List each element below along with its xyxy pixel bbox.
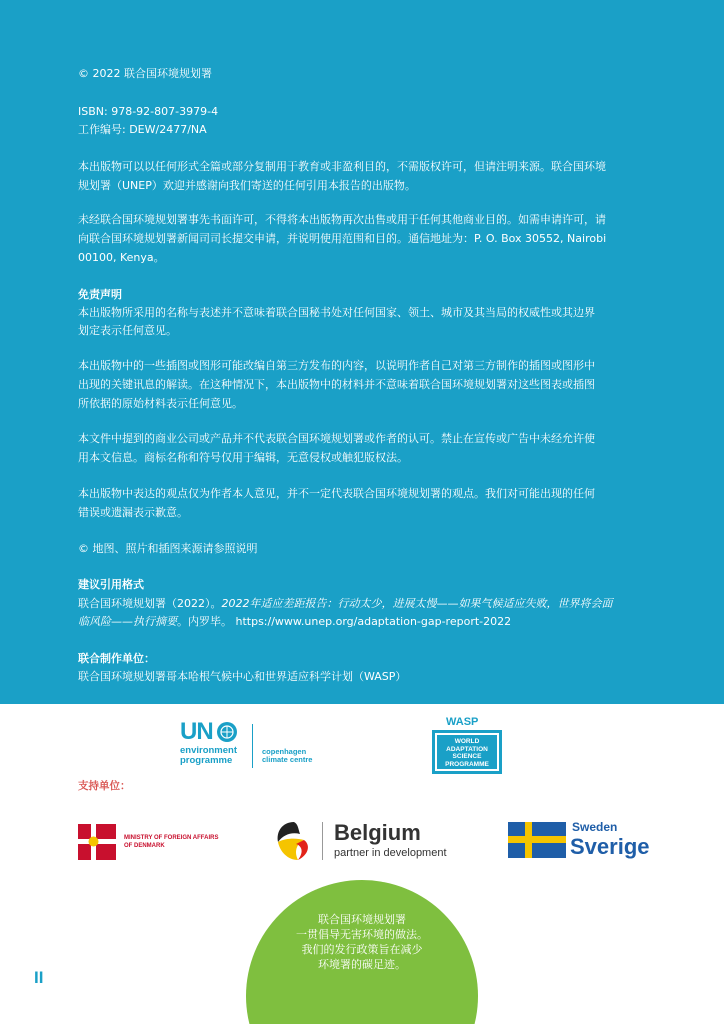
unep-logo-text: UN [180, 718, 213, 745]
citation-line [78, 594, 653, 613]
disclaimer3-line: 本文件中提到的商业公司或产品并不代表联合国环境规划署或作者的认可。禁止在宣传或广告中未经允许使 [78, 432, 595, 445]
disclaimer2-line: 出现的关键讯息的解读。在这种情况下，本出版物中的材料并不意味着联合国环境规划署对这些图表或插图 [78, 378, 595, 391]
swedish-flag-icon [508, 822, 566, 858]
belgium-logo-title: Belgium [334, 820, 421, 845]
message-line: 联合国环境规划署 [318, 913, 406, 926]
disclaimer-heading: 免责声明 [78, 288, 122, 301]
coproduction-text: 联合国环境规划署哥本哈根气候中心和世界适应科学计划（WASP） [78, 670, 407, 683]
citation-title-cont: 临风险——执行摘要 [78, 615, 177, 628]
wasp-line: SCIENCE [452, 753, 482, 760]
un-emblem-icon [216, 721, 238, 743]
wasp-logo [432, 730, 502, 774]
belgium-divider [322, 822, 323, 860]
isbn-line: ISBN: 978-92-807-3979-4 [78, 105, 219, 118]
disclaimer4-line: 错误或遗漏表示歉意。 [78, 506, 188, 519]
wasp-logo-title: WASP [446, 716, 479, 728]
unep-logo-line1: environment [180, 745, 238, 756]
citation-author: 联合国环境规划署（2022）。 [78, 597, 222, 610]
maps-credit-line: © 地图、照片和插图来源请参照说明 [78, 542, 258, 555]
denmark-line2: OF DENMARK [124, 843, 165, 849]
copenhagen-climate-centre-logo [262, 748, 312, 764]
danish-crest-icon [78, 824, 116, 860]
job-number-line: 工作编号: DEW/2477/NA [78, 123, 207, 136]
coproduction-heading: 联合制作单位： [78, 652, 155, 665]
unep-logo-line2: programme [180, 755, 233, 766]
citation-title: 2022年适应差距报告：行动太少，进展太慢——如果气候适应失败，世界将会面 [221, 597, 613, 610]
environment-message [246, 912, 478, 972]
message-line: 我们的发行政策旨在减少 [301, 943, 423, 956]
ccc-line2: climate centre [262, 755, 313, 764]
permission-para-line: 向联合国环境规划署新闻司司长提交申请，并说明使用范围和目的。通信地址为：P. O. Box 30552, Nairobi [78, 232, 607, 245]
disclaimer1-line: 划定表示任何意见。 [78, 324, 177, 337]
permission-para-line: 00100, Kenya。 [78, 251, 165, 264]
sweden-logo-line2: Sverige [570, 834, 650, 859]
disclaimer3-line: 用本文信息。商标名称和符号仅用于编辑，无意侵权或触犯版权法。 [78, 451, 408, 464]
disclaimer1-line: 本出版物所采用的名称与表述并不意味着联合国秘书处对任何国家、领土、城市及其当局的权威性或其边界 [78, 306, 595, 319]
denmark-line1: MINISTRY OF FOREIGN AFFAIRS [124, 835, 219, 841]
disclaimer2-line: 本出版物中的一些插图或图形可能改编自第三方发布的内容，以说明作者自己对第三方制作的插图或图形中 [78, 359, 595, 372]
permission-para-line: 未经联合国环境规划署事先书面许可，不得将本出版物再次出售或用于任何其他商业目的。如需申请许可，请 [78, 213, 606, 226]
reproduce-para-line: 规划署（UNEP）欢迎并感谢向我们寄送的任何引用本报告的出版物。 [78, 179, 416, 192]
citation-heading: 建议引用格式 [78, 578, 144, 591]
copyright-line: © 2022 联合国环境规划署 [78, 67, 212, 80]
citation-line [78, 612, 653, 631]
reproduce-para-line: 本出版物可以以任何形式全篇或部分复制用于教育或非盈利目的，不需版权许可，但请注明来源。联合国环境 [78, 160, 606, 173]
disclaimer2-line: 所依据的原始材料表示任何意见。 [78, 397, 243, 410]
citation-url[interactable]: 。内罗毕。 https://www.unep.org/adaptation-gap-report-2022 [177, 615, 512, 628]
wasp-line: WORLD [454, 738, 480, 745]
logo-divider [252, 724, 253, 768]
message-line: 一贯倡导无害环境的做法。 [296, 928, 428, 941]
wasp-logo-inner [437, 735, 497, 769]
wasp-line: PROGRAMME [445, 760, 489, 768]
ccc-line1: copenhagen [262, 747, 307, 756]
page-number: II [34, 968, 44, 987]
belgium-emblem-icon [274, 820, 314, 862]
belgium-logo-subtitle: partner in development [334, 847, 447, 859]
denmark-ministry-logo [124, 834, 218, 850]
support-label: 支持单位： [78, 780, 131, 792]
wasp-line: ADAPTATION [446, 745, 488, 753]
message-line: 环境署的碳足迹。 [318, 958, 406, 971]
disclaimer4-line: 本出版物中表达的观点仅为作者本人意见，并不一定代表联合国环境规划署的观点。我们对可能出现的任何 [78, 487, 595, 500]
unep-logo [180, 718, 238, 766]
sweden-logo-line1: Sweden [572, 820, 618, 834]
